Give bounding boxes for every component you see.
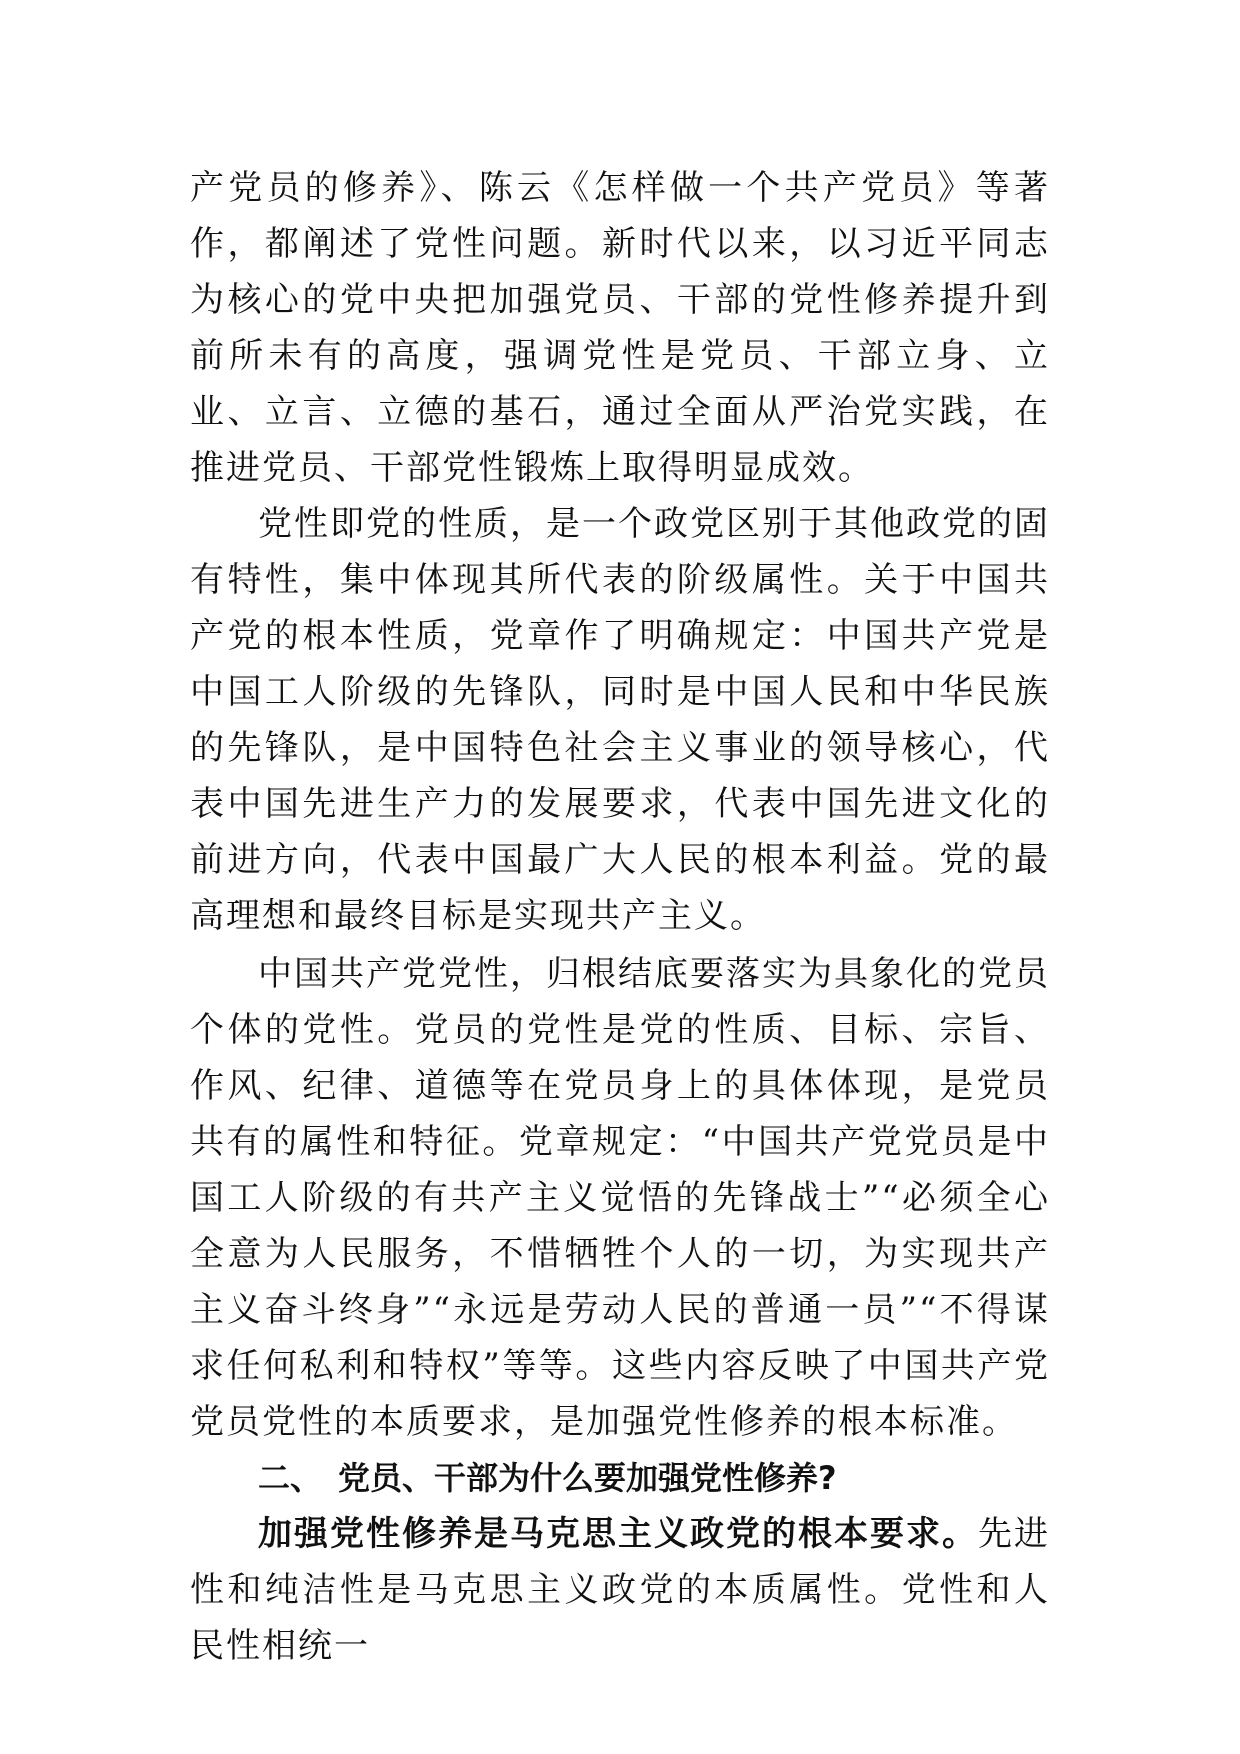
paragraph-3: 中国共产党党性，归根结底要落实为具象化的党员个体的党性。党员的党性是党的性质、目标、宗旨、作风、纪律、道德等在党员身上的具体体现，是党员共有的属性和特征。党章规定：“中国共产党党员是中国工人阶级的有共产主义觉悟的先锋战士”“必须全心全意为人民服务，不惜牺牲个人的一切，为实现共产主义奋斗终身”“永远是劳动人民的普通一员”“不得谋求任何私利和特权”等等。这些内容反映了中国共产党党员党性的本质要求，是加强党性修养的根本标准。 — [190, 954, 1050, 1442]
bold-lead-sentence: 加强党性修养是马克思主义政党的根本要求。 — [258, 1514, 978, 1554]
section-title: 党员、干部为什么要加强党性修养? — [338, 1459, 837, 1497]
section-heading — [190, 1450, 1050, 1506]
document-body — [190, 160, 1050, 1674]
paragraph-2: 党性即党的性质，是一个政党区别于其他政党的固有特性，集中体现其所代表的阶级属性。关于中国共产党的根本性质，党章作了明确规定：中国共产党是中国工人阶级的先锋队，同时是中国人民和中华民族的先锋队，是中国特色社会主义事业的领导核心，代表中国先进生产力的发展要求，代表中国先进文化的前进方向，代表中国最广大人民的根本利益。党的最高理想和最终目标是实现共产主义。 — [190, 504, 1050, 936]
paragraph-1: 产党员的修养》、陈云《怎样做一个共产党员》等著作，都阐述了党性问题。新时代以来，以习近平同志为核心的党中央把加强党员、干部的党性修养提升到前所未有的高度，强调党性是党员、干部立身、立业、立言、立德的基石，通过全面从严治党实践，在推进党员、干部党性锻炼上取得明显成效。 — [190, 168, 1050, 488]
paragraph-4-rest: 先进性和纯洁性是马克思主义政党的本质属性。党性和人民性相统一 — [190, 1514, 1050, 1666]
paragraph-4 — [190, 1506, 1050, 1674]
section-number: 二、 — [258, 1459, 323, 1497]
